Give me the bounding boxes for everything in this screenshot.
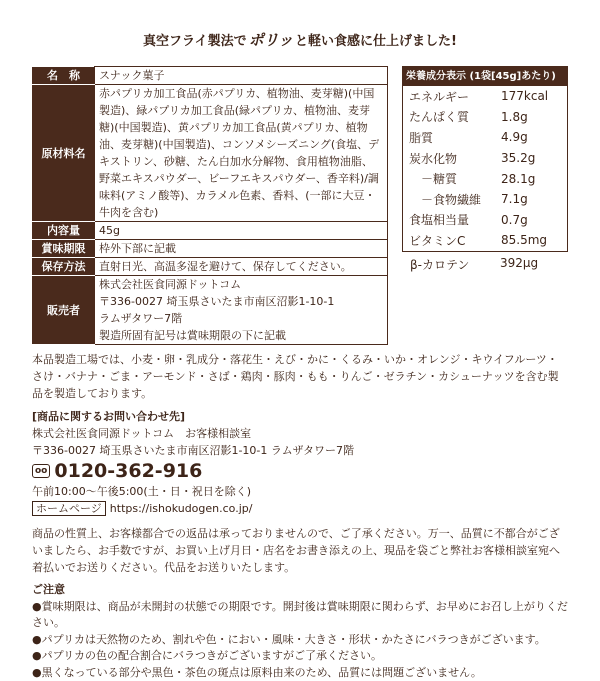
nutrient-name: β-カロテン [410,256,500,273]
info-value: スナック菓子 [95,67,388,85]
nutrition-title: 栄養成分表示 (1袋[45g]あたり) [403,67,567,86]
nutrition-row [403,86,567,107]
nutrition-row [403,230,567,251]
notice-line: 本品製造工場では、小麦・卵・乳成分・落花生・えび・かに・くるみ・いか・オレンジ・キウイフルーツ・さけ・バナナ・ [32,353,558,383]
nutrient-value: 4.9g [501,130,567,144]
info-row-name [33,67,388,85]
nutrient-value: 1.8g [501,110,567,124]
info-label: 原材料名 [33,85,95,222]
nutrition-row [403,107,567,128]
info-label: 保存方法 [33,258,95,276]
nutrient-name: 脂質 [409,129,501,146]
info-label: 賞味期限 [33,240,95,258]
freedial-icon: oo [32,464,50,478]
nutrient-value: 0.7g [501,213,567,227]
info-label: 販売者 [33,276,95,345]
nutrient-value: 7.1g [501,192,567,206]
nutrient-value: 35.2g [501,151,567,165]
contact-hours: 午前10:00～午後5:00(土・日・祝日を除く) [32,483,568,500]
headline-text: 真空フライ製法で [143,34,247,49]
nutrition-row [403,210,567,231]
nutrient-name: 炭水化物 [409,150,501,167]
nutrient-value: 177kcal [501,89,567,103]
nutrient-name: たんぱく質 [409,108,501,125]
note-item: ●パプリカは天然物のため、割れや色・におい・風味・大きさ・形状・かたさにバラつきがございます。 [32,632,568,649]
nutrient-name: 食塩相当量 [409,211,501,228]
notes-title: ご注意 [32,582,568,599]
nutrition-table [402,66,568,252]
info-row-expiry [33,240,388,258]
info-label: 内容量 [33,222,95,240]
nutrition-row [403,189,567,210]
note-item: ●黒くなっている部分や黒色・茶色の斑点は原料由来のため、品質には問題ございません。 [32,665,568,681]
seller-line: 株式会社医食同源ドットコム [99,276,383,293]
factory-allergen-notice [32,351,568,402]
info-row-ingredients [33,85,388,222]
returns-line: ございましたら、お手数ですが、お買い上げ月日・店名をお書き添えの上、現品を袋ごと弊社お客様相 [32,527,560,557]
returns-policy [32,525,568,576]
homepage-line [32,500,568,517]
returns-line: 商品の性質上、お客様都合での返品は承っておりませんので、ご了承ください。万一、品質に不都合が [32,527,538,540]
nutrient-name: ビタミンC [409,232,501,249]
contact-title: [商品に関するお問い合わせ先] [32,408,568,425]
top-section [32,66,568,345]
phone-number: 0120-362-916 [54,459,202,483]
info-value: 枠外下部に記載 [95,240,388,258]
info-value: 45g [95,222,388,240]
nutrient-name: －食物繊維 [409,191,501,208]
nutrition-row [403,168,567,189]
nutrient-name: －糖質 [409,170,501,187]
contact-address: 〒336-0027 埼玉県さいたま市南区沼影1-10-1 ラムザタワー7階 [32,442,568,459]
info-value: 赤パプリカ加工食品(赤パプリカ、植物油、麦芽糖)(中国製造)、緑パプリカ加工食品(緑パプリカ、植物油、麦芽糖)(中国製造)、黄パプリカ加工食品(黄パプリカ、植物油、麦芽糖)(中国製造)、コンソメシーズニング(食塩、デキストリン、砂糖、たん白加水分解物、食用植物油脂、野菜エキスパウダー、ビーフエキスパウダー、香辛料)/調味料(アミノ酸等)、カラメル色素、香料、(一部に大豆・牛肉を含む) [95,85,388,222]
product-info-table [32,66,388,345]
info-value: 直射日光、高温多湿を避けて、保存してください。 [95,258,388,276]
contact-section [32,408,568,517]
headline-text-end: と軽い食感に仕上げました! [295,34,457,49]
nutrition-row [403,127,567,148]
headline-pori-logo: ポリッ [247,31,295,49]
seller-line: 〒336-0027 埼玉県さいたま市南区沼影1-10-1 [99,293,383,310]
notice-line: ごま・アーモンド・さば・鶏肉・豚肉・もも・りんご・ゼラチン・カシューナッツを含む製品を製造しております。 [32,370,559,400]
seller-line: 製造所固有記号は賞味期限の下に記載 [99,327,383,344]
seller-line: ラムザタワー7階 [99,310,383,327]
info-value [95,276,388,345]
nutrient-value: 28.1g [501,172,567,186]
nutrient-name: エネルギー [409,88,501,105]
nutrition-row [403,148,567,169]
note-item: ●パプリカの色の配合割合にバラつきがございますがご了承ください。 [32,648,568,665]
info-label: 名 称 [33,67,95,85]
contact-phone [32,459,568,483]
contact-company: 株式会社医食同源ドットコム お客様相談室 [32,425,568,442]
returns-line: 談室宛へ着払いでお送りください。代品をお送りいたします。 [32,544,560,574]
nutrient-value: 392μg [500,256,538,273]
nutrient-value: 85.5mg [501,233,567,247]
info-row-seller [33,276,388,345]
notes-section [32,582,568,681]
nutrition-column [402,66,568,273]
info-row-storage [33,258,388,276]
homepage-url[interactable]: https://ishokudogen.co.jp/ [110,502,253,515]
beta-carotene-row [402,252,568,273]
homepage-label: ホームページ [32,501,106,516]
headline [32,30,568,52]
note-item: ●賞味期限は、商品が未開封の状態での期限です。開封後は賞味期限に関わらず、お早めにお召し上がりください。 [32,599,568,632]
info-row-quantity [33,222,388,240]
